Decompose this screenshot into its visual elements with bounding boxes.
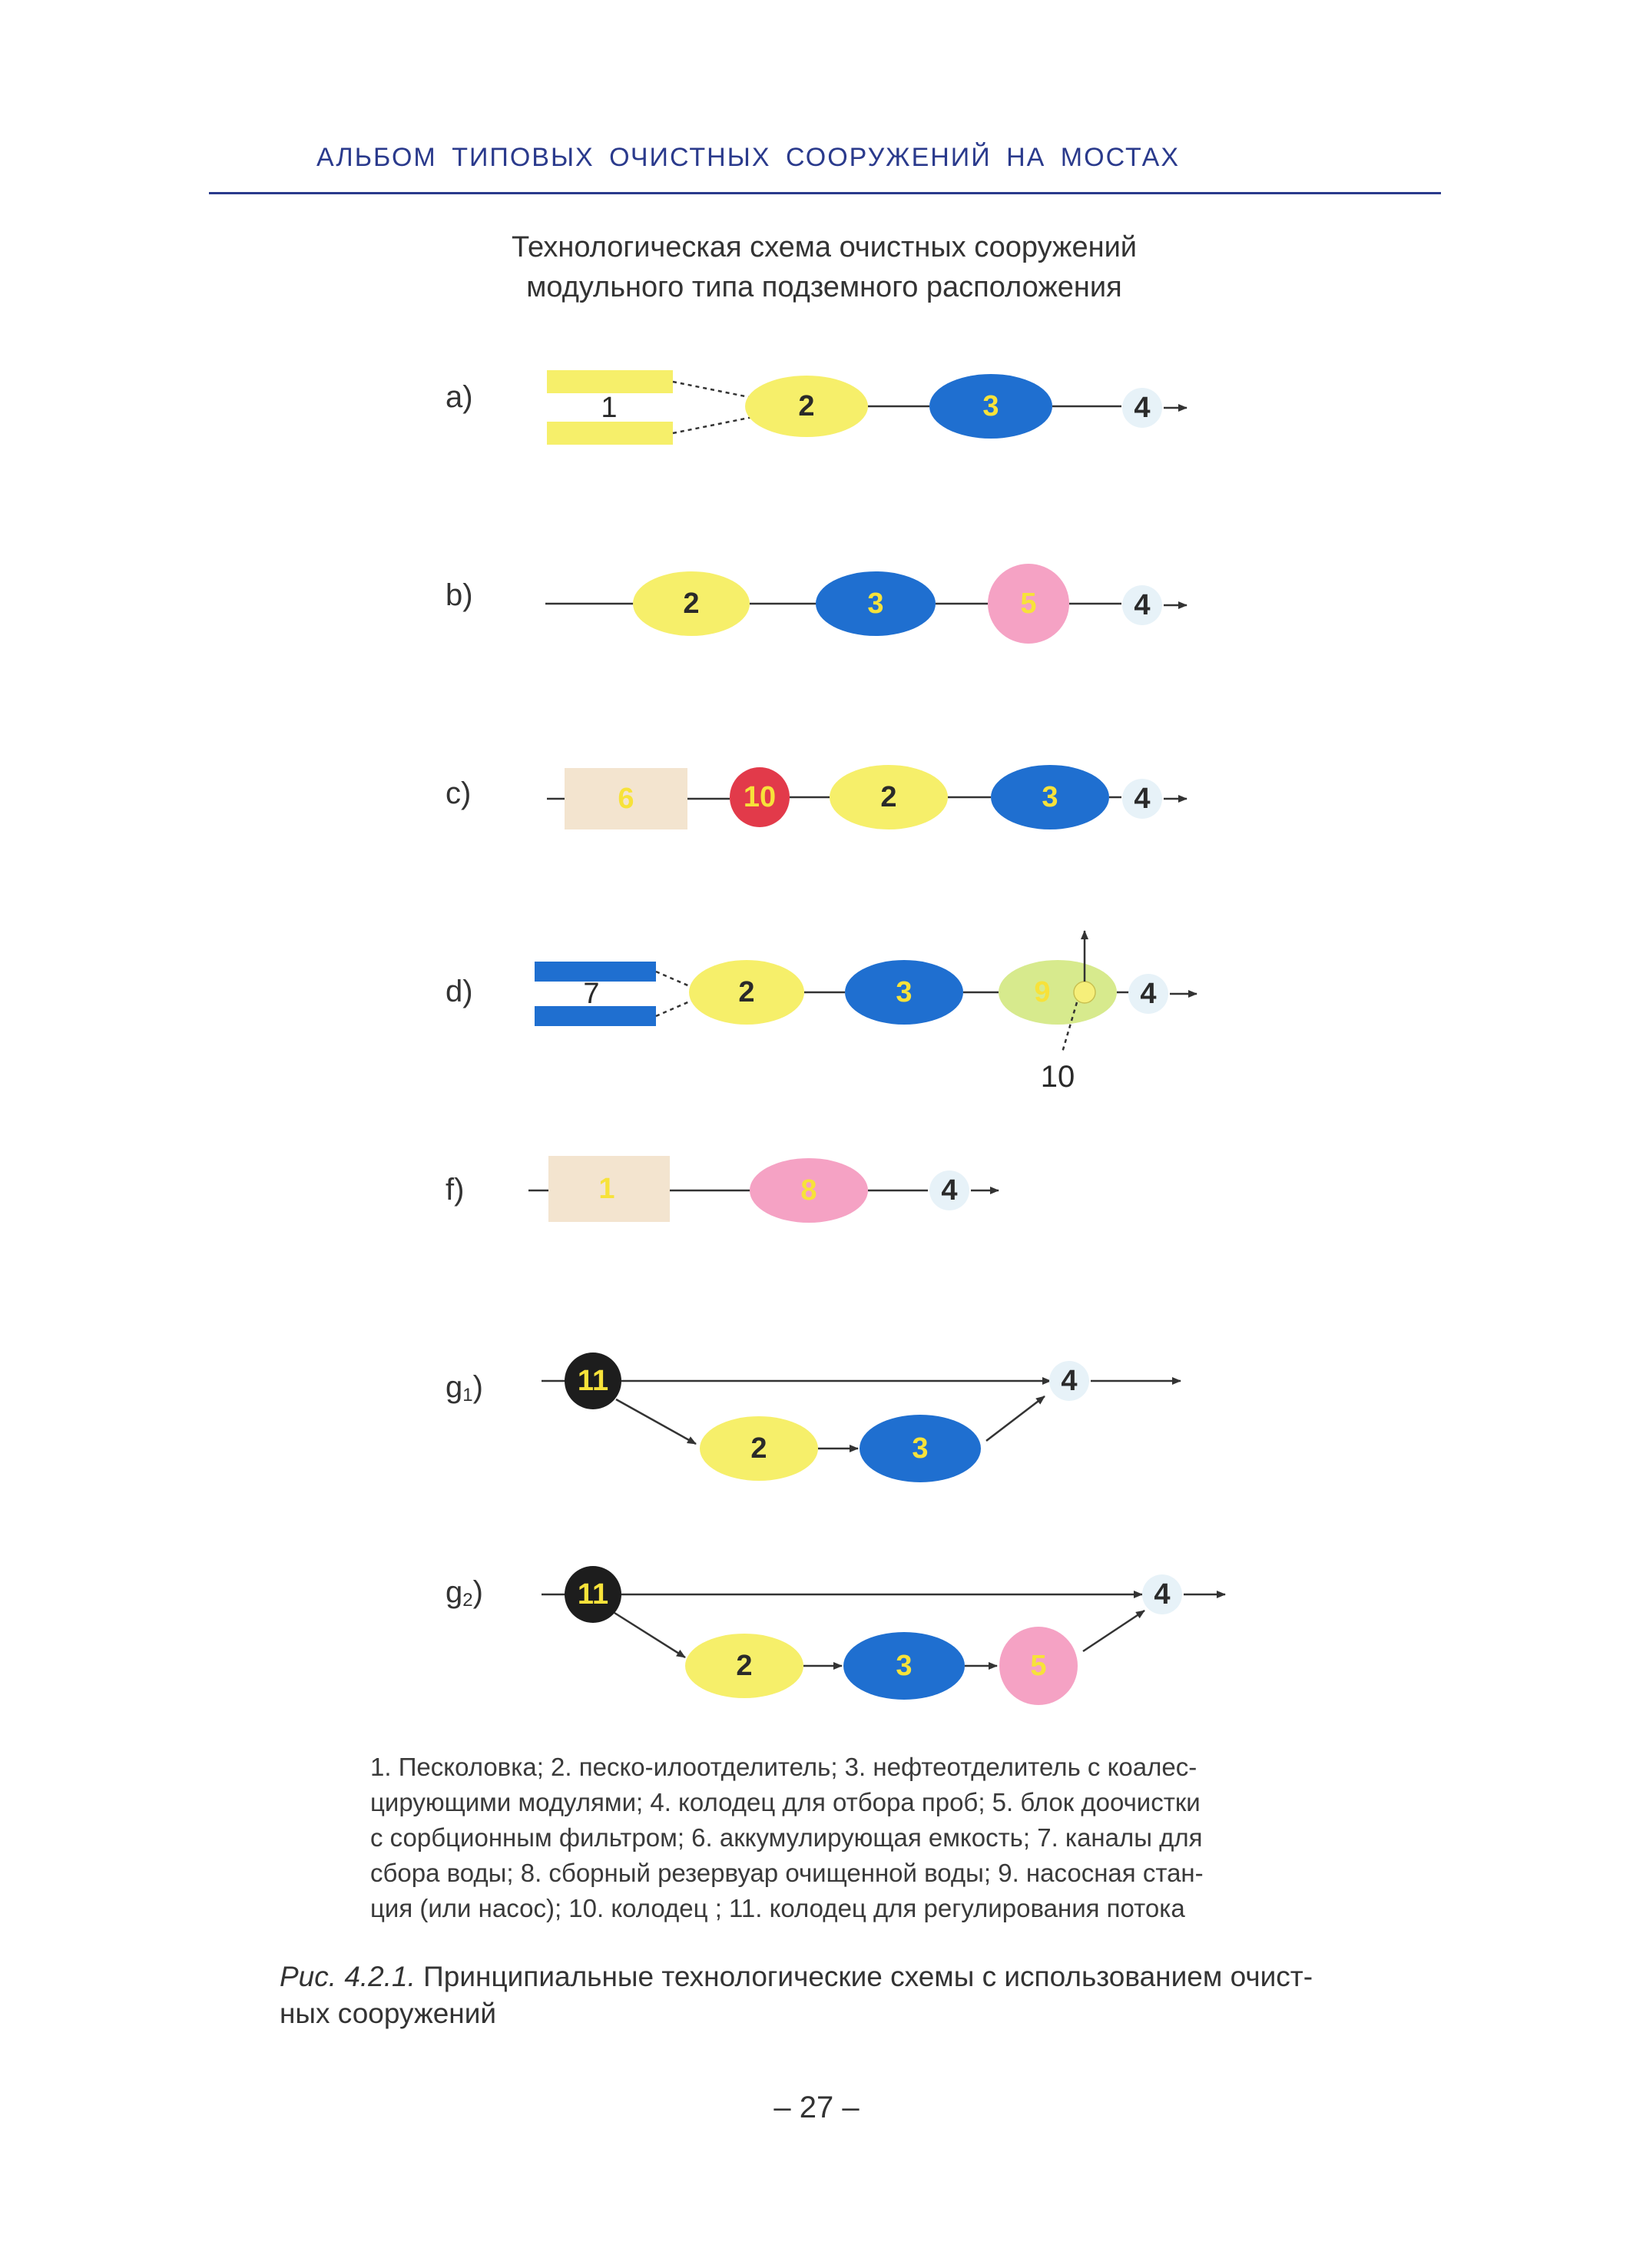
node-4-label: 4 [941, 1174, 958, 1207]
scheme-b-label: b) [446, 578, 473, 612]
running-title: АЛЬБОМ ТИПОВЫХ ОЧИСТНЫХ СООРУЖЕНИЙ НА МОСТАХ [316, 143, 1180, 172]
node-11-label: 11 [577, 1365, 609, 1397]
scheme-a-label: a) [446, 380, 473, 414]
node-2-label: 2 [683, 588, 700, 620]
scheme-c [446, 765, 1187, 829]
node-10-label: 10 [743, 781, 777, 813]
legend-line-5: ция (или насос); 10. колодец ; 11. колодец для регулирования потока [370, 1894, 1185, 1922]
scheme-f-label: f) [446, 1173, 465, 1207]
node-5-label: 5 [1020, 588, 1037, 620]
node-4-label: 4 [1140, 978, 1157, 1010]
node-2-label: 2 [750, 1432, 767, 1465]
node-5-label: 5 [1030, 1650, 1047, 1682]
caption-text-2: ных сооружений [280, 1998, 497, 2029]
legend [370, 1750, 1277, 1926]
node-9-label: 9 [1034, 976, 1051, 1008]
node-8-label: 8 [800, 1174, 817, 1207]
well-10-marker [1074, 982, 1095, 1003]
node-3-label: 3 [1042, 781, 1058, 813]
node-3-label: 3 [896, 976, 913, 1008]
branch-arrow [616, 1399, 696, 1444]
scheme-a [446, 370, 1187, 445]
connector [656, 972, 691, 987]
scheme-g1-label [446, 1370, 483, 1405]
scheme-g1-paren: ) [472, 1370, 483, 1404]
node-4-label: 4 [1134, 589, 1151, 621]
scheme-g2-label [446, 1575, 483, 1611]
figure-number: Рис. 4.2.1. [280, 1961, 416, 1992]
scheme-b [446, 564, 1187, 644]
return-arrow [1083, 1611, 1144, 1651]
well-10-label: 10 [1040, 1060, 1075, 1094]
connector [656, 1001, 691, 1016]
node-11-label: 11 [577, 1578, 609, 1611]
connector [673, 382, 753, 398]
node-1-label: 1 [598, 1173, 615, 1205]
legend-line-3: с сорбционным фильтром; 6. аккумулирующая емкость; 7. каналы для [370, 1823, 1203, 1852]
connector [673, 417, 753, 433]
node-4-label: 4 [1134, 783, 1151, 815]
figure-caption [280, 1958, 1370, 2032]
scheme-title-line-1: Технологическая схема очистных сооружений [511, 231, 1138, 263]
return-arrow [986, 1396, 1045, 1441]
channel-7-label: 7 [583, 978, 600, 1010]
scheme-g2-letter: g [446, 1575, 463, 1609]
channel-1-label: 1 [601, 392, 618, 424]
legend-line-2: цирующими модулями; 4. колодец для отбора проб; 5. блок доочистки [370, 1788, 1201, 1816]
scheme-d [446, 931, 1197, 1094]
legend-line-1: 1. Песколовка; 2. песко-илоотделитель; 3. нефтеотделитель с коалес- [370, 1753, 1197, 1781]
scheme-d-label: d) [446, 975, 473, 1008]
node-6-label: 6 [618, 783, 634, 815]
node-2-label: 2 [798, 390, 815, 422]
node-2-label: 2 [880, 781, 897, 813]
scheme-title-line-2: модульного типа подземного расположения [526, 271, 1122, 303]
channel-1-bottom [547, 422, 673, 445]
caption-text-1: Принципиальные технологические схемы с использованием очист- [415, 1961, 1313, 1992]
scheme-g2 [446, 1566, 1225, 1705]
node-2-label: 2 [738, 976, 755, 1008]
scheme-g1 [446, 1353, 1181, 1482]
channel-1-top [547, 370, 673, 393]
scheme-f [446, 1156, 999, 1223]
node-3-label: 3 [867, 588, 884, 620]
legend-line-4: сбора воды; 8. сборный резервуар очищенной воды; 9. насосная стан- [370, 1859, 1204, 1887]
node-4-label: 4 [1134, 392, 1151, 424]
branch-arrow [614, 1613, 685, 1657]
node-2-label: 2 [736, 1650, 753, 1682]
node-3-label: 3 [896, 1650, 913, 1682]
scheme-c-label: c) [446, 776, 472, 810]
node-3-label: 3 [912, 1432, 929, 1465]
scheme-g2-paren: ) [472, 1575, 483, 1609]
node-4-label: 4 [1154, 1578, 1171, 1611]
node-3-label: 3 [982, 390, 999, 422]
scheme-g1-letter: g [446, 1370, 463, 1404]
node-4-label: 4 [1061, 1365, 1078, 1397]
scheme-g2-subscript: 2 [462, 1589, 473, 1611]
node-9 [999, 960, 1117, 1025]
page-number: – 27 – [773, 2091, 860, 2124]
scheme-g1-subscript: 1 [462, 1384, 473, 1405]
